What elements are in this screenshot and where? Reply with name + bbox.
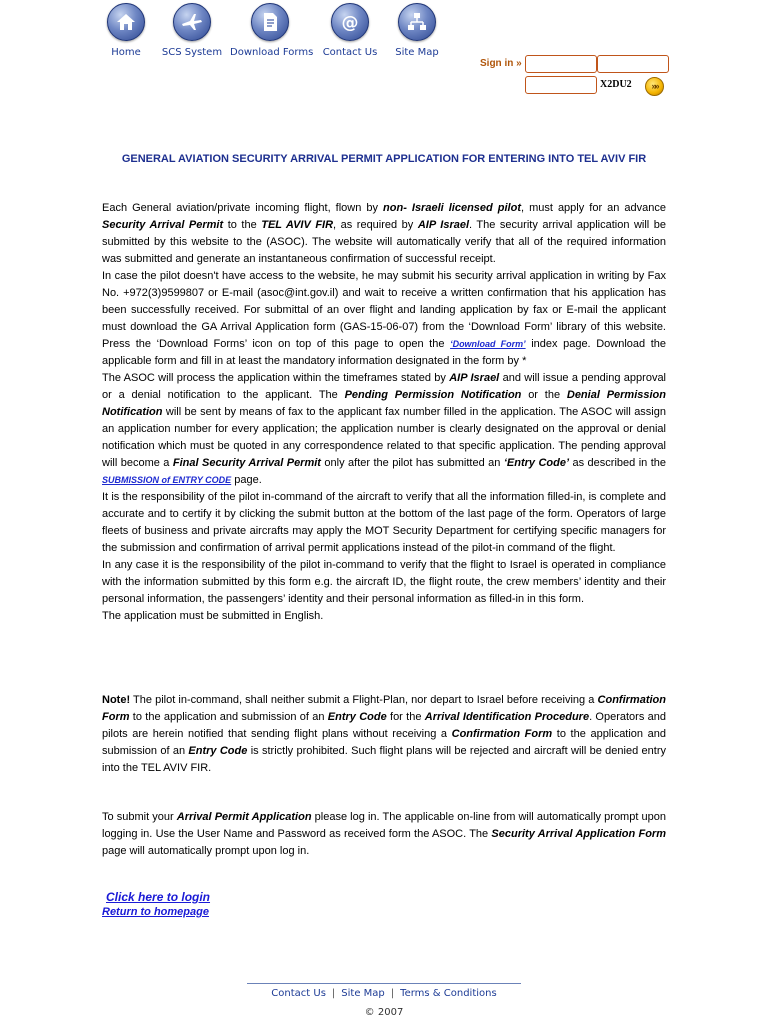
emphasis: non- Israeli licensed pilot: [383, 202, 521, 214]
emphasis: Arrival Permit Application: [176, 811, 312, 823]
emphasis: Final Security Arrival Permit: [172, 457, 321, 469]
username-input[interactable]: [525, 55, 597, 73]
nav-site-map[interactable]: [377, 3, 457, 58]
text: To submit your: [102, 811, 177, 823]
intro-paragraph-4: It is the responsibility of the pilot in-command of the aircraft to verify that all the information filled-in, is complete and accurate and to certify it by clicking the submit button at the bottom of the last page of the form. Operators of large fleets of business and private aircrafts may apply the MOT Security Department for certifying specific managers for the submission and confirmation of arrival permit applications instead of the pilot-in command of the flight.: [102, 491, 666, 554]
submission-entry-code-link[interactable]: SUBMISSION of ENTRY CODE: [102, 475, 232, 485]
intro-paragraph-2: [102, 268, 666, 370]
password-input[interactable]: [597, 55, 669, 73]
text: please log in. The applicable on-line from will automatically prompt upon logging in. Use the User Name and Password as received form the ASOC. The: [102, 811, 666, 840]
note-section: [102, 692, 666, 777]
footer-links: [0, 988, 768, 999]
emphasis: Security Arrival Application Form: [491, 828, 666, 840]
note-paragraph: [102, 692, 666, 777]
nav-scs-system-label[interactable]: SCS System: [161, 47, 223, 58]
text: index page. Download the applicable form and fill in at least the mandatory information designated in the form by *: [102, 338, 667, 367]
text: page will automatically prompt upon log in.: [102, 845, 310, 857]
text: . Operators and pilots are herein notified that sending flight plans without receiving a: [102, 711, 666, 740]
captcha-code: X2DU2: [600, 79, 632, 90]
intro-paragraph-5: In any case it is the responsibility of the pilot in-command to verify that the flight to Israel is operated in compliance with the information submitted by this form e.g. the aircraft ID, the flight route, the crew members’ identity and their personal information, the passengers’ identity and their personal information as filled-in in this form.: [102, 559, 666, 605]
submit-section: [102, 809, 666, 860]
intro-section: [102, 200, 666, 625]
captcha-input[interactable]: [525, 76, 597, 94]
airplane-icon[interactable]: [173, 3, 211, 41]
text: Each General aviation/private incoming flight, flown by: [102, 202, 384, 214]
text: , must apply for an advance: [520, 202, 666, 214]
emphasis: Arrival Identification Procedure: [424, 711, 590, 723]
footer-separator: |: [331, 988, 336, 999]
text: to the application and submission of an: [102, 728, 666, 757]
nav-download-forms-label[interactable]: Download Forms: [230, 47, 314, 58]
nav-scs-system[interactable]: [152, 3, 232, 58]
return-homepage-link[interactable]: Return to homepage: [102, 906, 209, 918]
copyright: © 2007: [364, 1007, 404, 1018]
sitemap-icon[interactable]: [398, 3, 436, 41]
emphasis: Entry Code: [188, 745, 248, 757]
emphasis: Confirmation Form: [102, 694, 666, 723]
text: In case the pilot doesn't have access to the website, he may submit his security arrival application in writing by Fax No. +972(3)9599807 or E-mail (asoc@int.gov.il) and wait to receive a written confirmation that his application has been successfully received. For submittal of an over flight and landing application by fax or E-mail the applicant must download the GA Arrival Application form (GAS-15-06-07) from the ‘Download Form’ library of this website. Press the ‘Download Forms’ icon on top of this page to open the: [102, 270, 666, 350]
footer-contact-link[interactable]: Contact Us: [271, 988, 326, 999]
sign-in-go-button[interactable]: [645, 77, 664, 96]
text: to the application and submission of an: [129, 711, 328, 723]
sign-in-label: Sign in »: [480, 58, 522, 69]
emphasis: ‘Entry Code’: [503, 457, 570, 469]
nav-home-label[interactable]: Home: [111, 47, 141, 58]
submit-paragraph: [102, 809, 666, 860]
text: for the: [386, 711, 425, 723]
at-sign-icon[interactable]: [331, 3, 369, 41]
footer-separator: |: [390, 988, 395, 999]
text: to the: [223, 219, 262, 231]
intro-paragraph-6: The application must be submitted in English.: [102, 610, 324, 622]
emphasis: AIP Israel: [449, 372, 500, 384]
text: and will issue a pending approval or a denial notification to the applicant. The: [102, 372, 667, 401]
text: or the: [521, 389, 567, 401]
svg-text:@: @: [341, 13, 359, 33]
login-link[interactable]: Click here to login: [106, 890, 211, 904]
emphasis: Denial Permission Notification: [102, 389, 666, 418]
download-form-link[interactable]: ‘Download Form’: [450, 339, 526, 349]
nav-site-map-label[interactable]: Site Map: [395, 47, 439, 58]
text: as described in the: [569, 457, 666, 469]
emphasis: AIP Israel: [417, 219, 470, 231]
text: . The security arrival application will be submitted by this website to the (ASOC). The website will automatically verify that all of the required information was submitted and generate an instantaneous confirmation of successful receipt.: [102, 219, 667, 265]
text: , as required by: [333, 219, 418, 231]
text: only after the pilot has submitted an: [320, 457, 504, 469]
double-chevron-right-icon: »»: [651, 81, 658, 91]
text: The pilot in-command, shall neither submit a Flight-Plan, nor depart to Israel before receiving a: [130, 694, 598, 706]
footer-sitemap-link[interactable]: Site Map: [341, 988, 385, 999]
nav-contact-us-label[interactable]: Contact Us: [322, 47, 378, 58]
note-label: Note!: [102, 694, 131, 706]
intro-paragraph-3: [102, 370, 666, 489]
text: will be sent by means of fax to the applicant fax number filled in the application. The ASOC will assign an application number for every application; the application number is clearly designated on the approval or denial notification which must be quoted in any correspondence related to that specific application. The pending approval will become a: [102, 406, 666, 469]
document-icon[interactable]: [251, 3, 289, 41]
emphasis: Security Arrival Permit: [102, 219, 224, 231]
text: is strictly prohibited. Such flight plans will be rejected and aircraft will be denied entry into the TEL AVIV FIR.: [102, 745, 666, 774]
nav-download-forms[interactable]: [230, 3, 314, 58]
text: The ASOC will process the application within the timeframes stated by: [102, 372, 450, 384]
emphasis: Confirmation Form: [451, 728, 553, 740]
house-icon[interactable]: [107, 3, 145, 41]
page-title: GENERAL AVIATION SECURITY ARRIVAL PERMIT APPLICATION FOR ENTERING INTO TEL AVIV FIR: [121, 153, 647, 165]
text: page.: [231, 474, 262, 486]
emphasis: Pending Permission Notification: [344, 389, 522, 401]
emphasis: Entry Code: [327, 711, 387, 723]
footer-divider: [247, 983, 521, 984]
intro-paragraph-1: [102, 200, 666, 268]
emphasis: TEL AVIV FIR: [261, 219, 334, 231]
footer-terms-link[interactable]: Terms & Conditions: [400, 988, 497, 999]
